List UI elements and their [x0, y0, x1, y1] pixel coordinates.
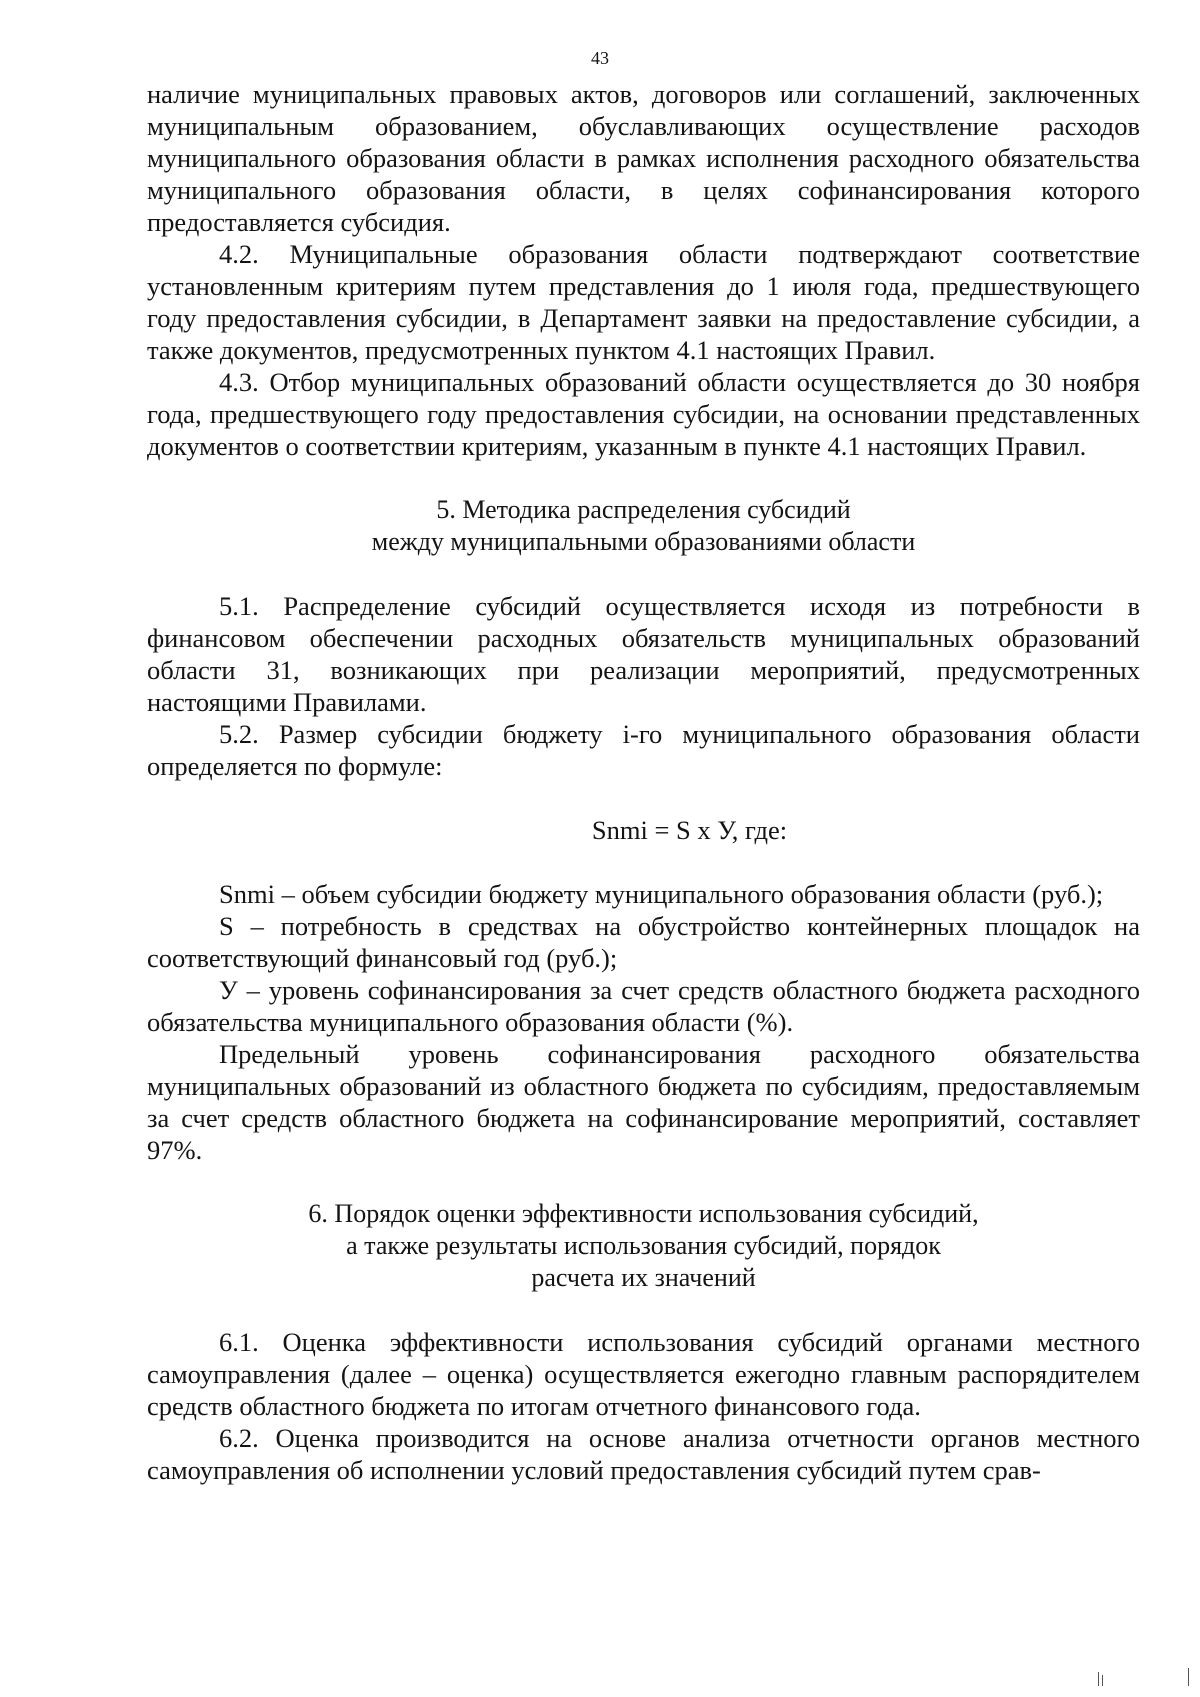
- paragraph-5-2: 5.2. Размер субсидии бюджету i-го муниципального образования области определяется по формуле:: [147, 719, 1140, 781]
- paragraph-cofinancing-limit: Предельный уровень софинансирования расходного обязательства муниципальных образований из областного бюджета по субсидиям, предоставляемым за счет средств областного бюджета на софинансирование мероприятий, составляет 97%.: [147, 1039, 1140, 1165]
- definition-s: S – потребность в средствах на обустройство контейнерных площадок на соответствующий финансовый год (руб.);: [147, 911, 1140, 973]
- definition-snmi: Snmi – объем субсидии бюджету муниципального образования области (руб.);: [219, 879, 1104, 909]
- paragraph-conditions-continued: наличие муниципальных правовых актов, договоров или соглашений, заключенных муниципальным образованием, обуславливающих осуществление расходов муниципального образования области в рамках исполнения расходного обязательства муниципального образования области, в целях софинансирования которого предоставляется субсидия.: [147, 79, 1140, 237]
- subsidy-formula: Snmi = S x У, где:: [591, 815, 788, 845]
- definition-u: У – уровень софинансирования за счет средств областного бюджета расходного обязательства муниципального образования области (%).: [147, 975, 1140, 1037]
- scan-mark: [1188, 1668, 1189, 1686]
- section-6-heading-line-1: 6. Порядок оценки эффективности использования субсидий,: [308, 1199, 979, 1228]
- paragraph-5-1: 5.1. Распределение субсидий осуществляется исходя из потребности в финансовом обеспечении расходных обязательств муниципальных образований области 31, возникающих при реализации мероприятий, предусмотренных настоящими Правилами.: [147, 591, 1140, 717]
- section-5-heading-line-2: между муниципальными образованиями области: [371, 527, 916, 556]
- paragraph-6-2: 6.2. Оценка производится на основе анализа отчетности органов местного самоуправления об исполнении условий предоставления субсидий путем срав-: [147, 1423, 1140, 1485]
- section-5-heading-line-1: 5. Методика распределения субсидий: [436, 495, 851, 524]
- section-6-heading-line-3: расчета их значений: [531, 1263, 756, 1292]
- scan-mark: [1102, 1675, 1103, 1686]
- section-6-heading-line-2: а также результаты использования субсидий, порядок: [346, 1231, 941, 1260]
- page-number: 43: [591, 48, 609, 68]
- paragraph-4-2: 4.2. Муниципальные образования области подтверждают соответствие установленным критериям путем представления до 1 июля года, предшествующего году предоставления субсидии, в Департамент заявки на предоставление субсидии, а также документов, предусмотренных пунктом 4.1 настоящих Правил.: [147, 239, 1140, 365]
- paragraph-4-3: 4.3. Отбор муниципальных образований области осуществляется до 30 ноября года, предшествующего году предоставления субсидии, на основании представленных документов о соответствии критериям, указанным в пункте 4.1 настоящих Правил.: [147, 367, 1140, 461]
- scan-mark: [1098, 1672, 1099, 1686]
- page-body: [147, 78, 1140, 1486]
- paragraph-6-1: 6.1. Оценка эффективности использования субсидий органами местного самоуправления (далее – оценка) осуществляется ежегодно главным распорядителем средств областного бюджета по итогам отчетного финансового года.: [147, 1327, 1140, 1421]
